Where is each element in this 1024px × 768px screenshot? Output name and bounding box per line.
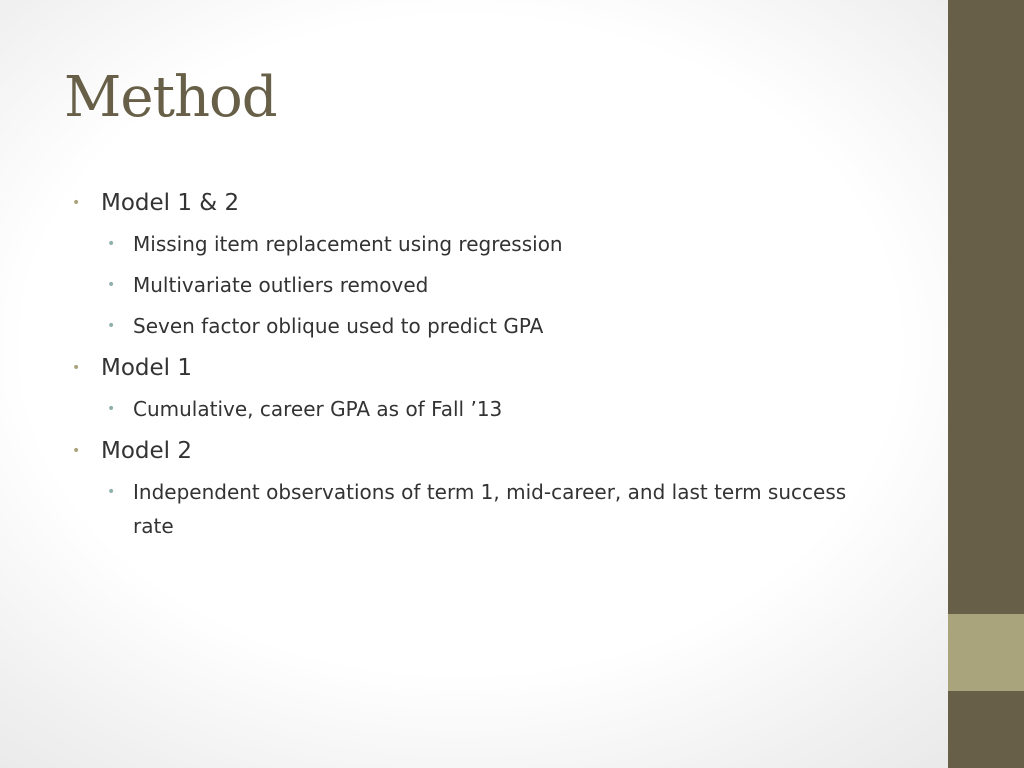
sub-bullet-item	[72, 268, 872, 302]
bullet-text: Model 2	[101, 438, 193, 464]
sub-bullet-item	[72, 227, 872, 261]
bullet-list	[72, 186, 872, 543]
sub-bullet-item	[72, 392, 872, 426]
sub-bullet-item	[72, 475, 872, 543]
bullet-icon: •	[107, 236, 116, 252]
bullet-text: Multivariate outliers removed	[133, 273, 429, 297]
bullet-text: Model 1	[101, 355, 193, 381]
bullet-item-model-2	[72, 434, 872, 468]
decorative-sidebar-accent	[948, 614, 1024, 691]
bullet-text: Seven factor oblique used to predict GPA	[133, 314, 544, 338]
bullet-text: Independent observations of term 1, mid-career, and last term success rate	[133, 480, 847, 538]
sub-bullet-item	[72, 309, 872, 343]
bullet-text: Model 1 & 2	[101, 190, 240, 216]
bullet-icon: •	[107, 277, 116, 293]
bullet-item-model-1-2	[72, 186, 872, 220]
bullet-icon: •	[107, 318, 116, 334]
bullet-icon: •	[72, 443, 81, 459]
slide-title: Method	[64, 65, 277, 130]
bullet-icon: •	[72, 195, 81, 211]
bullet-icon: •	[72, 360, 81, 376]
bullet-text: Cumulative, career GPA as of Fall ’13	[133, 397, 503, 421]
bullet-icon: •	[107, 401, 116, 417]
bullet-icon: •	[107, 484, 116, 500]
bullet-text: Missing item replacement using regression	[133, 232, 563, 256]
bullet-item-model-1	[72, 351, 872, 385]
